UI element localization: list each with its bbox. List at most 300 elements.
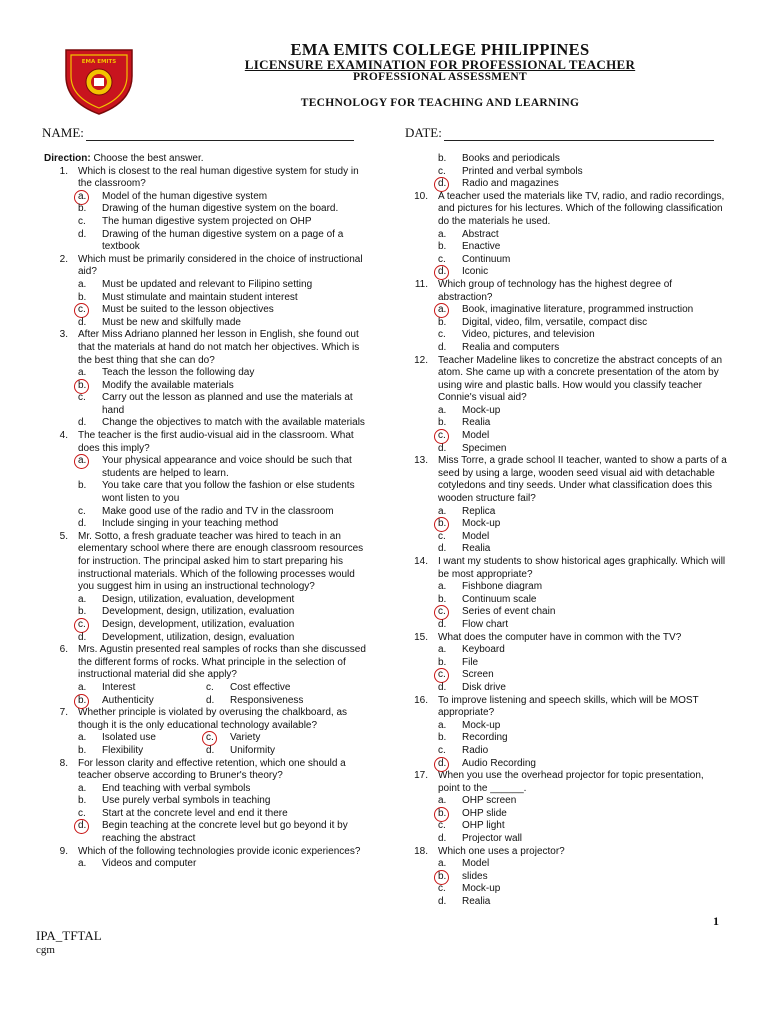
- question: [44, 329, 366, 367]
- option-letter-text: a.: [78, 190, 87, 202]
- option-text: Digital, video, film, versatile, compact disc: [462, 316, 648, 328]
- answer-option: [438, 518, 728, 531]
- answer-option: [438, 178, 728, 191]
- answer-option: [78, 632, 366, 645]
- answer-option: [78, 808, 366, 821]
- option-text: Must be new and skilfully made: [102, 316, 241, 328]
- option-letter[interactable]: b.: [78, 744, 87, 756]
- option-text: Cost effective: [230, 681, 291, 693]
- answer-option: [438, 329, 728, 342]
- option-text: Responsiveness: [230, 694, 304, 706]
- option-letter[interactable]: [78, 380, 102, 393]
- answer-option: [78, 304, 366, 317]
- option-text: OHP slide: [462, 807, 507, 819]
- question-text: When you use the overhead projector for topic presentation, point to the ______.: [438, 770, 704, 794]
- option-letter[interactable]: d.: [438, 618, 447, 630]
- question-text: A teacher used the materials like TV, radio, and radio recordings, and pictures for his lectures. Which of the following classification do the materials he used.: [438, 190, 725, 227]
- answer-option: [438, 153, 728, 166]
- answer-option: [438, 820, 728, 833]
- option-letter[interactable]: [438, 430, 462, 443]
- option-letter[interactable]: a.: [78, 782, 87, 794]
- answer-option: [206, 745, 334, 758]
- answer-option-row: [78, 682, 366, 695]
- answer-option: [78, 682, 206, 695]
- question-number: 11.: [414, 278, 428, 290]
- option-letter[interactable]: d.: [78, 631, 87, 643]
- answer-option: [78, 606, 366, 619]
- answer-option: [78, 455, 366, 480]
- option-text: Mock-up: [462, 518, 501, 530]
- question: [44, 707, 366, 732]
- answer-option: [438, 241, 728, 254]
- name-label: NAME:: [42, 125, 84, 140]
- answer-option: [438, 657, 728, 670]
- question: [404, 846, 728, 859]
- question-number: 16.: [414, 694, 428, 706]
- option-text: Change the objectives to match with the available materials: [102, 417, 365, 429]
- answer-option: [206, 732, 334, 745]
- answer-option: [78, 594, 366, 607]
- question-number: 8.: [59, 757, 68, 769]
- option-letter[interactable]: [438, 758, 462, 771]
- option-letter[interactable]: c.: [438, 820, 446, 832]
- option-text: Radio and magazines: [462, 178, 559, 190]
- answer-option: [438, 606, 728, 619]
- option-letter[interactable]: [206, 732, 230, 745]
- answer-option: [438, 430, 728, 443]
- option-text: Realia and computers: [462, 341, 560, 353]
- direction-text: Choose the best answer.: [90, 153, 204, 164]
- option-text: The human digestive system projected on OHP: [102, 215, 312, 227]
- option-letter[interactable]: d.: [438, 833, 447, 845]
- date-line[interactable]: [444, 128, 714, 141]
- option-letter-text: d.: [438, 178, 447, 190]
- option-letter-text: c.: [78, 304, 86, 316]
- question-number: 9.: [59, 845, 68, 857]
- left-column: [44, 153, 366, 871]
- option-letter[interactable]: a.: [438, 404, 447, 416]
- option-text: OHP light: [462, 820, 505, 832]
- option-text: Model: [462, 530, 490, 542]
- option-text: Isolated use: [102, 732, 156, 744]
- option-letter[interactable]: d.: [438, 442, 447, 454]
- option-letter[interactable]: d.: [206, 694, 215, 706]
- question-number: 18.: [414, 845, 428, 857]
- option-letter-text: c.: [438, 430, 446, 442]
- answer-option: [438, 896, 728, 909]
- question: [404, 191, 728, 229]
- option-letter[interactable]: [438, 266, 462, 279]
- option-text: Continuum scale: [462, 593, 537, 605]
- question: [404, 770, 728, 795]
- option-text: Projector wall: [462, 833, 523, 845]
- question-text: Whether principle is violated by overusing the chalkboard, as though it is the only educational technology available?: [78, 707, 348, 731]
- option-text: Use purely verbal symbols in teaching: [102, 795, 271, 807]
- question-number: 12.: [414, 354, 428, 366]
- option-letter[interactable]: [78, 304, 102, 317]
- option-letter[interactable]: c.: [438, 253, 446, 265]
- option-letter[interactable]: a.: [438, 719, 447, 731]
- option-text: Keyboard: [462, 644, 505, 656]
- option-letter[interactable]: b.: [78, 795, 87, 807]
- answer-option: [438, 594, 728, 607]
- option-text: Model of the human digestive system: [102, 190, 268, 202]
- answer-option: [438, 417, 728, 430]
- option-text: Must be suited to the lesson objectives: [102, 304, 274, 316]
- question-text: To improve listening and speech skills, which will be MOST appropriate?: [438, 694, 699, 719]
- answer-option: [206, 695, 334, 708]
- option-text: Interest: [102, 681, 136, 693]
- option-text: Recording: [462, 732, 508, 744]
- question: [44, 644, 366, 682]
- answer-option: [78, 783, 366, 796]
- question-number: 2.: [59, 253, 68, 265]
- answer-option: [438, 506, 728, 519]
- logo-text: EMA EMITS: [81, 59, 117, 65]
- question: [44, 531, 366, 594]
- option-letter[interactable]: b.: [78, 480, 87, 492]
- option-letter[interactable]: c.: [78, 807, 86, 819]
- option-letter[interactable]: [78, 191, 102, 204]
- option-text: Printed and verbal symbols: [462, 165, 583, 177]
- option-letter[interactable]: a.: [438, 644, 447, 656]
- option-letter-text: c.: [78, 618, 86, 630]
- answer-option: [78, 279, 366, 292]
- option-text: Make good use of the radio and TV in the classroom: [102, 505, 334, 517]
- option-letter[interactable]: b.: [438, 316, 447, 328]
- answer-option: [78, 506, 366, 519]
- question-number: 6.: [59, 644, 68, 656]
- option-letter-text: c.: [438, 606, 446, 618]
- question-number: 3.: [59, 329, 68, 341]
- option-letter[interactable]: a.: [78, 593, 87, 605]
- question: [44, 166, 366, 191]
- page-number: 1: [713, 914, 719, 928]
- right-column: [404, 153, 728, 909]
- answer-circle-mark: [74, 694, 89, 709]
- answer-option: [78, 229, 366, 254]
- option-text: Authenticity: [102, 694, 154, 706]
- option-text: Realia: [462, 417, 491, 429]
- option-letter[interactable]: [438, 871, 462, 884]
- option-letter[interactable]: d.: [206, 744, 215, 756]
- answer-option: [78, 367, 366, 380]
- question: [404, 632, 728, 645]
- answer-option: [78, 518, 366, 531]
- footer-code: IPA_TFTAL: [36, 928, 102, 943]
- option-text: slides: [462, 870, 488, 882]
- answer-option: [438, 581, 728, 594]
- option-letter[interactable]: b.: [78, 203, 87, 215]
- option-text: Specimen: [462, 442, 507, 454]
- question-number: 15.: [414, 631, 428, 643]
- option-letter[interactable]: d.: [438, 896, 447, 908]
- option-letter-text: d.: [438, 757, 447, 769]
- option-text: Screen: [462, 669, 494, 681]
- option-text: Model: [462, 430, 490, 442]
- answer-option-row: [78, 695, 366, 708]
- answer-option: [78, 292, 366, 305]
- option-text: Design, utilization, evaluation, development: [102, 593, 295, 605]
- option-text: You take care that you follow the fashion or else students wont listen to you: [102, 480, 355, 505]
- option-letter-text: b.: [438, 518, 447, 530]
- subject-title: TECHNOLOGY FOR TEACHING AND LEARNING: [300, 97, 580, 109]
- option-letter-text: d.: [78, 820, 87, 832]
- option-text: Begin teaching at the concrete level but go beyond it by reaching the abstract: [102, 820, 348, 845]
- footer-initials: cgm: [36, 944, 55, 956]
- answer-option: [78, 216, 366, 229]
- option-text: Drawing of the human digestive system on a page of a textbook: [102, 228, 344, 253]
- option-letter[interactable]: [438, 808, 462, 821]
- answer-option: [438, 619, 728, 632]
- answer-option: [438, 682, 728, 695]
- option-text: Start at the concrete level and end it there: [102, 807, 288, 819]
- option-letter[interactable]: [78, 820, 102, 845]
- option-letter[interactable]: a.: [78, 732, 87, 744]
- option-letter[interactable]: b.: [438, 656, 447, 668]
- answer-option: [78, 619, 366, 632]
- option-letter[interactable]: [438, 178, 462, 191]
- question-text: Teacher Madeline likes to concretize the abstract concepts of an atom. She came up with a concrete presentation of the atom by using wire and plastic balls. How would you classify teacher Connie's visual aid?: [438, 354, 723, 404]
- option-letter-text: d.: [438, 266, 447, 278]
- option-text: Teach the lesson the following day: [102, 367, 255, 379]
- answer-option: [438, 405, 728, 418]
- answer-option: [438, 720, 728, 733]
- date-label: DATE:: [405, 125, 442, 140]
- question-text: Which group of technology has the highest degree of abstraction?: [438, 278, 673, 303]
- option-text: Book, imaginative literature, programmed instruction: [462, 304, 694, 316]
- answer-option: [438, 531, 728, 544]
- question-text: For lesson clarity and effective retention, which one should a teacher observe according to Bruner's theory?: [78, 757, 346, 782]
- option-text: Mock-up: [462, 404, 501, 416]
- option-letter[interactable]: d.: [78, 518, 87, 530]
- option-text: Disk drive: [462, 681, 506, 693]
- option-letter[interactable]: c.: [438, 744, 446, 756]
- answer-option: [78, 191, 366, 204]
- college-name: EMA EMITS COLLEGE PHILIPPINES: [290, 40, 590, 59]
- option-text: OHP screen: [462, 795, 517, 807]
- option-letter[interactable]: a.: [438, 858, 447, 870]
- option-text: Realia: [462, 896, 491, 908]
- option-letter[interactable]: b.: [438, 732, 447, 744]
- option-letter[interactable]: c.: [438, 165, 446, 177]
- option-letter[interactable]: b.: [438, 153, 447, 164]
- question: [404, 355, 728, 405]
- question: [404, 279, 728, 304]
- answer-option: [78, 732, 206, 745]
- option-text: Must be updated and relevant to Filipino setting: [102, 278, 313, 290]
- question-text: Mr. Sotto, a fresh graduate teacher was hired to teach in an elementary school where there are enough classroom resources for instruction. The principal asked him to start preparing his instructional materials. Which of the following processes would you suggest him in using an instructional technology?: [78, 530, 364, 593]
- question-number: 10.: [414, 190, 428, 202]
- question: [404, 695, 728, 720]
- option-text: Series of event chain: [462, 606, 556, 618]
- question-number: 14.: [414, 556, 428, 567]
- option-text: Variety: [230, 732, 261, 744]
- option-letter[interactable]: a.: [78, 681, 87, 693]
- option-letter[interactable]: c.: [206, 681, 214, 693]
- answer-option: [438, 745, 728, 758]
- question-number: 4.: [59, 430, 68, 442]
- option-letter[interactable]: [438, 606, 462, 619]
- answer-option: [438, 833, 728, 846]
- option-letter[interactable]: c.: [78, 505, 86, 517]
- option-letter-text: b.: [438, 870, 447, 882]
- option-letter[interactable]: [78, 455, 102, 480]
- option-letter[interactable]: [438, 669, 462, 682]
- answer-option: [438, 732, 728, 745]
- option-text: File: [462, 656, 479, 668]
- answer-option: [438, 871, 728, 884]
- option-letter-text: c.: [438, 669, 446, 681]
- option-text: Include singing in your teaching method: [102, 518, 279, 530]
- option-text: Carry out the lesson as planned and use the materials at hand: [102, 392, 353, 416]
- answer-option: [438, 254, 728, 267]
- answer-option: [438, 644, 728, 657]
- option-letter[interactable]: b.: [78, 606, 87, 618]
- option-letter[interactable]: c.: [438, 530, 446, 542]
- answer-option: [438, 166, 728, 179]
- option-letter-text: b.: [438, 807, 447, 819]
- option-letter[interactable]: [438, 518, 462, 531]
- option-text: Video, pictures, and television: [462, 329, 595, 341]
- answer-option: [78, 820, 366, 845]
- question: [44, 758, 366, 783]
- option-text: Radio: [462, 744, 489, 756]
- option-text: Drawing of the human digestive system on the board.: [102, 203, 339, 215]
- name-field: [42, 125, 354, 141]
- question: [44, 254, 366, 279]
- option-text: Mock-up: [462, 719, 501, 731]
- option-text: Development, design, utilization, evaluation: [102, 606, 295, 618]
- question: [404, 455, 728, 505]
- option-text: End teaching with verbal symbols: [102, 782, 251, 794]
- option-text: Must stimulate and maintain student interest: [102, 291, 298, 303]
- question-text: I want my students to show historical ages graphically. Which will be most appropriate?: [438, 556, 726, 580]
- option-text: Enactive: [462, 241, 501, 253]
- answer-option: [78, 795, 366, 808]
- answer-option: [78, 317, 366, 330]
- answer-option-row: [78, 745, 366, 758]
- answer-option: [438, 317, 728, 330]
- option-letter[interactable]: a.: [78, 367, 87, 379]
- answer-option: [438, 758, 728, 771]
- option-letter-text: c.: [206, 732, 214, 744]
- question-text: The teacher is the first audio-visual aid in the classroom. What does this imply?: [78, 430, 354, 454]
- option-letter[interactable]: c.: [78, 392, 86, 404]
- answer-option: [78, 203, 366, 216]
- option-letter[interactable]: d.: [78, 316, 87, 328]
- option-letter-text: b.: [78, 694, 87, 706]
- option-letter[interactable]: a.: [438, 505, 447, 517]
- option-text: Replica: [462, 505, 496, 517]
- question: [44, 846, 366, 859]
- question: [44, 430, 366, 455]
- direction: [44, 153, 366, 166]
- option-letter[interactable]: d.: [438, 543, 447, 555]
- option-text: Fishbone diagram: [462, 581, 543, 593]
- answer-option-row: [78, 732, 366, 745]
- option-text: Videos and computer: [102, 858, 197, 870]
- option-letter[interactable]: b.: [438, 593, 447, 605]
- option-letter[interactable]: a.: [78, 278, 87, 290]
- answer-option: [78, 695, 206, 708]
- answer-option: [438, 883, 728, 896]
- question-text: Which is closest to the real human digestive system for study in the classroom?: [78, 165, 359, 190]
- option-text: Audio Recording: [462, 757, 536, 769]
- option-letter[interactable]: [78, 695, 102, 708]
- direction-label: Direction:: [44, 153, 91, 164]
- option-letter[interactable]: d.: [78, 228, 87, 240]
- option-text: Abstract: [462, 228, 499, 240]
- question-text: What does the computer have in common with the TV?: [438, 631, 682, 643]
- option-text: Development, utilization, design, evaluation: [102, 631, 295, 643]
- question-text: After Miss Adriano planned her lesson in English, she found out that the materials at hand do not match her objectives. Which is the best thing that she can do?: [78, 329, 360, 366]
- option-letter[interactable]: d.: [438, 681, 447, 693]
- option-letter[interactable]: [438, 304, 462, 317]
- answer-option: [438, 443, 728, 456]
- option-letter[interactable]: [78, 619, 102, 632]
- question-number: 17.: [414, 770, 428, 782]
- exam-title: LICENSURE EXAMINATION FOR PROFESSIONAL TEACHER: [244, 57, 636, 72]
- answer-option: [78, 380, 366, 393]
- option-letter[interactable]: d.: [438, 341, 447, 353]
- option-text: Model: [462, 858, 490, 870]
- answer-option: [78, 858, 366, 871]
- question-text: Which must be primarily considered in the choice of instructional aid?: [78, 253, 363, 278]
- option-text: Iconic: [462, 266, 489, 278]
- option-text: Flexibility: [102, 744, 144, 756]
- question-number: 13.: [414, 455, 428, 467]
- question-number: 7.: [59, 707, 68, 719]
- question-number: 1.: [59, 165, 68, 177]
- option-letter[interactable]: a.: [438, 795, 447, 807]
- option-letter[interactable]: c.: [438, 329, 446, 341]
- option-letter[interactable]: a.: [438, 581, 447, 593]
- question-text: Which of the following technologies provide iconic experiences?: [78, 845, 361, 857]
- answer-option: [78, 745, 206, 758]
- option-letter[interactable]: b.: [438, 241, 447, 253]
- answer-option: [78, 417, 366, 430]
- option-text: Flow chart: [462, 618, 509, 630]
- name-line[interactable]: [86, 128, 354, 141]
- option-letter[interactable]: c.: [438, 883, 446, 895]
- college-logo: [60, 46, 138, 116]
- option-text: Design, development, utilization, evaluation: [102, 618, 295, 630]
- assessment-title: PROFESSIONAL ASSESSMENT: [352, 71, 528, 83]
- option-text: Uniformity: [230, 744, 276, 756]
- answer-option: [78, 392, 366, 417]
- option-text: Continuum: [462, 253, 511, 265]
- option-letter[interactable]: b.: [438, 417, 447, 429]
- question: [404, 556, 728, 581]
- option-letter-text: a.: [78, 455, 87, 467]
- option-text: Your physical appearance and voice should be such that students are helped to learn.: [102, 455, 352, 479]
- answer-option: [206, 682, 334, 695]
- answer-option: [78, 480, 366, 505]
- option-letter[interactable]: a.: [78, 858, 87, 870]
- option-text: Mock-up: [462, 883, 501, 895]
- question-text: Which one uses a projector?: [438, 845, 565, 857]
- answer-option: [438, 229, 728, 242]
- answer-option: [438, 858, 728, 871]
- option-letter-text: a.: [438, 304, 447, 316]
- option-letter-text: b.: [78, 379, 87, 391]
- option-letter[interactable]: b.: [78, 291, 87, 303]
- option-letter[interactable]: d.: [78, 417, 87, 429]
- option-letter[interactable]: a.: [438, 228, 447, 240]
- option-letter[interactable]: c.: [78, 215, 86, 227]
- answer-option: [438, 342, 728, 355]
